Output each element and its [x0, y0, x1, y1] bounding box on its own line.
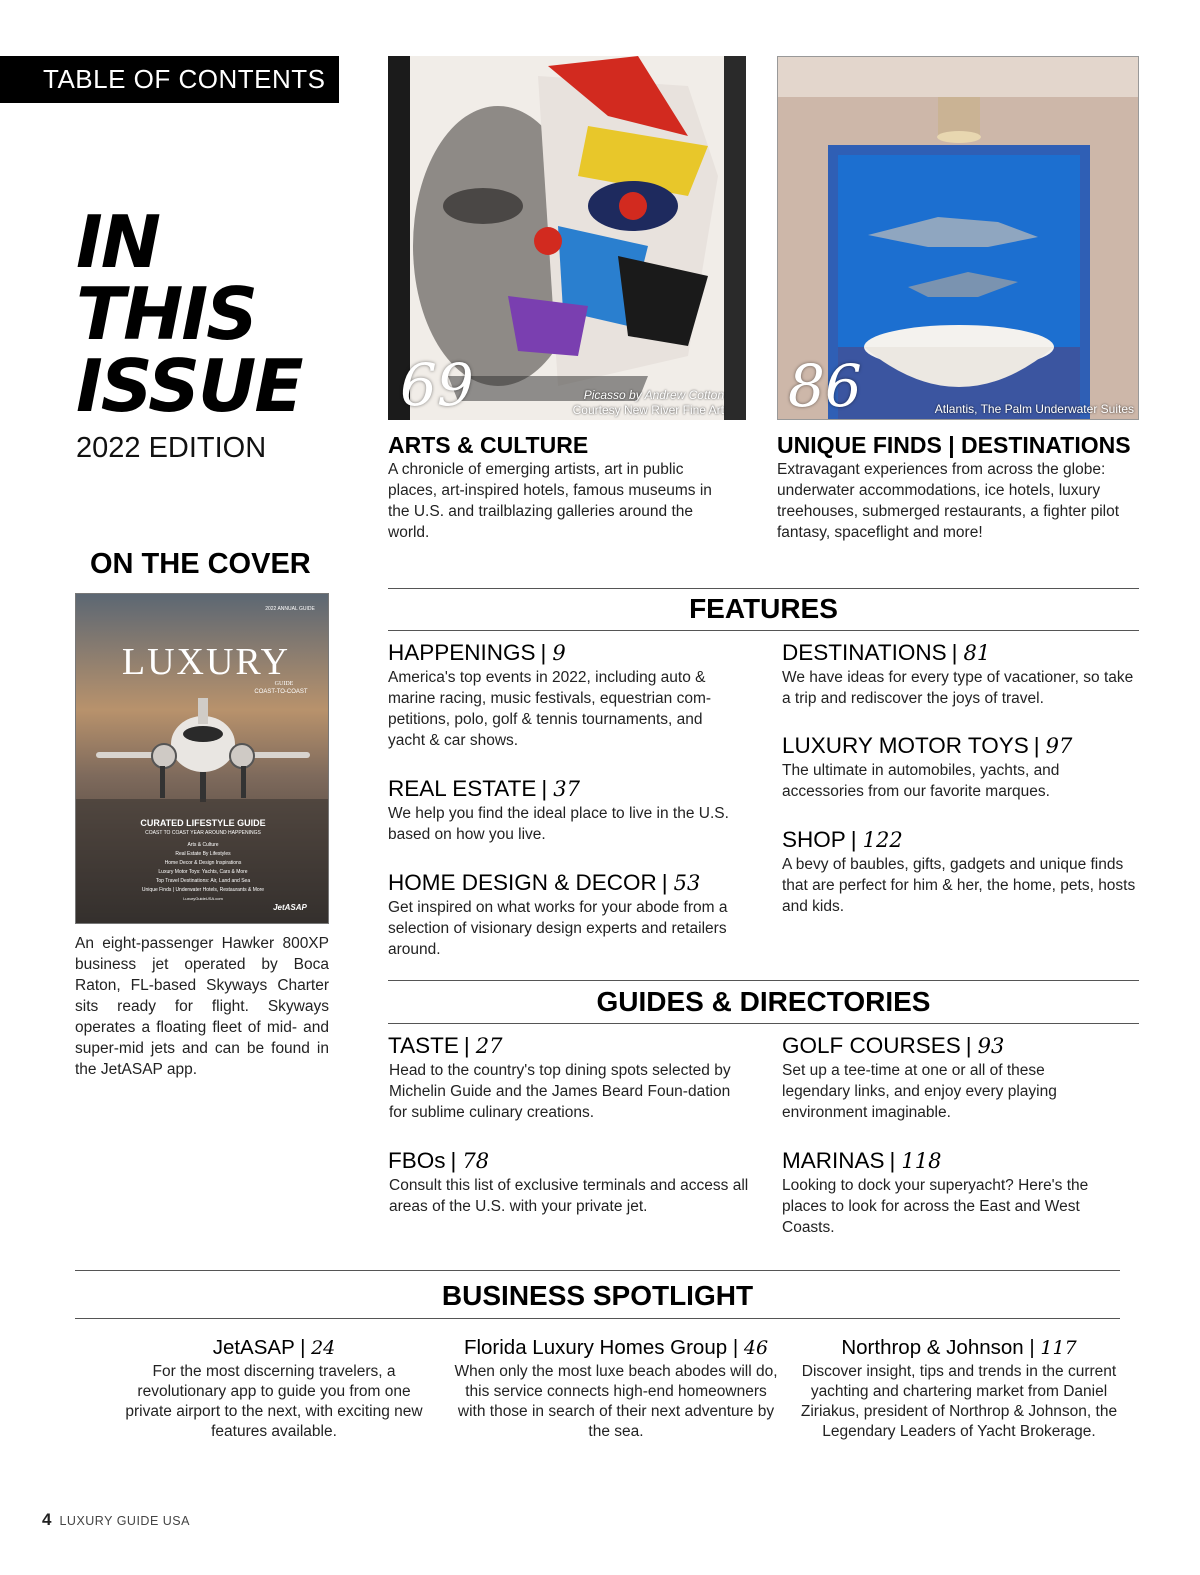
- toc-entry-title[interactable]: MARINAS | 118: [782, 1148, 942, 1173]
- toc-entry-title[interactable]: REAL ESTATE | 37: [388, 776, 580, 801]
- photo-credit: [573, 388, 724, 418]
- guides-heading: GUIDES & DIRECTORIES: [596, 986, 931, 1017]
- toc-entry-description: When only the most luxe beach abodes will do, this service connects high-end homeowners with those in search of their next adventure by the sea.: [454, 1363, 778, 1440]
- cover-tagline: CURATED LIFESTYLE GUIDE: [140, 818, 266, 828]
- toc-entry-title: Northrop & Johnson | 117: [841, 1336, 1077, 1359]
- page-footer: [42, 1510, 190, 1530]
- issue-title-line: THIS: [76, 272, 257, 356]
- entry-page: 93: [977, 1034, 1005, 1058]
- entry-name: GOLF COURSES: [782, 1033, 961, 1058]
- cover-caption: An eight-passenger Hawker 800XP business jet operated by Boca Raton, FL-based Skyways Charter sits ready for flight. Skyways operates a floating fleet of mid- and super-mid jets and can be found in the JetASAP app.: [75, 935, 329, 1078]
- divider: [75, 1318, 1120, 1319]
- cover-list-item: Unique Finds | Underwater Hotels, Restaurants & More: [141, 887, 265, 893]
- on-the-cover-heading: ON THE COVER: [90, 548, 311, 580]
- entry-name: JetASAP: [212, 1336, 295, 1359]
- entry-name: HOME DESIGN & DECOR: [388, 870, 657, 895]
- spotlight-entry[interactable]: [452, 1336, 780, 1442]
- entry-name: MARINAS: [782, 1148, 885, 1173]
- page-number: 69: [400, 351, 474, 419]
- toc-entry-title[interactable]: HOME DESIGN & DECOR | 53: [388, 870, 701, 895]
- toc-entry-title: Florida Luxury Homes Group | 46: [463, 1336, 769, 1359]
- toc-entry-description: For the most discerning travelers, a revolutionary app to guide you from one private airport to the next, with exciting new features available.: [125, 1363, 423, 1440]
- toc-entry-title[interactable]: DESTINATIONS | 81: [782, 640, 991, 665]
- toc-entry-description: Get inspired on what works for your abode from a selection of visionary design experts and retailers around.: [388, 899, 728, 958]
- issue-title-line: ISSUE: [76, 344, 302, 428]
- toc-entry-description: The ultimate in automobiles, yachts, and accessories from our favorite marques.: [782, 762, 1060, 800]
- entry-page: 122: [862, 828, 903, 852]
- entry-name: SHOP: [782, 827, 846, 852]
- entry-name: Florida Luxury Homes Group: [463, 1336, 728, 1359]
- photo-credit-line: Picasso by Andrew Cotton: [583, 388, 724, 402]
- entry-name: FBOs: [388, 1148, 446, 1173]
- entry-name: REAL ESTATE: [388, 776, 537, 801]
- cover-list-item: Luxury Motor Toys: Yachts, Cars & More: [158, 869, 248, 875]
- entry-page: 97: [1045, 734, 1073, 758]
- unique-finds-heading: UNIQUE FINDS | DESTINATIONS: [777, 432, 1131, 458]
- spotlight-entry[interactable]: [793, 1336, 1125, 1442]
- toc-entry-description: Head to the country's top dining spots selected by Michelin Guide and the James Beard Foun-dation for sublime culinary creations.: [389, 1062, 731, 1121]
- business-spotlight-heading: BUSINESS SPOTLIGHT: [441, 1280, 754, 1311]
- toc-entry-description: America's top events in 2022, including auto & marine racing, music festivals, equestrian com-petitions, polo, golf & tennis tournaments, and yacht & car shows.: [388, 669, 712, 749]
- toc-entry-description: A bevy of baubles, gifts, gadgets and unique finds that are perfect for him & her, the home, pets, hosts and kids.: [782, 856, 1136, 915]
- cover-brand-logo: JetASAP: [273, 903, 307, 912]
- divider: [388, 1023, 1139, 1024]
- unique-finds-photo: [777, 56, 1139, 420]
- cover-list-item: Arts & Culture: [187, 842, 219, 848]
- arts-culture-description: A chronicle of emerging artists, art in public places, art-inspired hotels, famous museums in the U.S. and trailblazing galleries around the world.: [388, 461, 712, 541]
- unique-finds-description: Extravagant experiences from across the globe: underwater accommodations, ice hotels, luxury treehouses, submerged restaurants, a fighter pilot fantasy, spaceflight and more!: [777, 461, 1120, 541]
- entry-page: 78: [462, 1149, 490, 1173]
- toc-entry-title[interactable]: LUXURY MOTOR TOYS | 97: [782, 733, 1073, 758]
- cover-image: [75, 593, 329, 924]
- cover-list-item: Home Decor & Design Inspirations: [164, 860, 242, 866]
- toc-entry-title[interactable]: HAPPENINGS | 9: [388, 640, 566, 665]
- arts-culture-photo: [388, 56, 746, 420]
- toc-entry-title[interactable]: GOLF COURSES | 93: [782, 1033, 1005, 1058]
- entry-page: 27: [475, 1034, 503, 1058]
- issue-title: [76, 200, 302, 428]
- photo-credit-line: Courtesy New River Fine Art: [572, 403, 724, 417]
- cover-tagline-sub: COAST TO COAST YEAR AROUND HAPPENINGS: [145, 830, 261, 836]
- entry-page: 81: [963, 641, 991, 665]
- entry-name: LUXURY MOTOR TOYS: [782, 733, 1029, 758]
- toc-entry-title[interactable]: SHOP | 122: [782, 827, 903, 852]
- footer-page-number: 4: [42, 1510, 52, 1529]
- entry-name: Northrop & Johnson: [841, 1336, 1024, 1359]
- cover-magazine-title: LUXURY: [121, 641, 291, 683]
- entry-page: 9: [552, 641, 566, 665]
- features-heading: FEATURES: [689, 593, 838, 624]
- footer-magazine-name: LUXURY GUIDE USA: [59, 1514, 190, 1528]
- divider: [388, 630, 1139, 631]
- table-of-contents-banner: TABLE OF CONTENTS: [0, 56, 339, 103]
- entry-page: 46: [743, 1337, 769, 1359]
- entry-name: HAPPENINGS: [388, 640, 536, 665]
- toc-entry-description: We help you find the ideal place to live in the U.S. based on how you live.: [388, 805, 729, 843]
- entry-name: TASTE: [388, 1033, 459, 1058]
- entry-page: 118: [901, 1149, 942, 1173]
- toc-entry-description: Set up a tee-time at one or all of these legendary links, and enjoy every playing environment imaginable.: [782, 1062, 1057, 1121]
- cover-list-item: Real Estate By Lifestyles: [175, 851, 231, 857]
- divider: [388, 588, 1139, 589]
- entry-page: 37: [553, 777, 580, 801]
- cover-illustration: [76, 594, 329, 924]
- photo-credit: Atlantis, The Palm Underwater Suites: [934, 402, 1134, 416]
- arts-culture-heading: ARTS & CULTURE: [388, 432, 589, 458]
- toc-entry-description: Consult this list of exclusive terminals and access all areas of the U.S. with your private jet.: [389, 1177, 749, 1215]
- entry-page: 117: [1040, 1337, 1077, 1359]
- entry-name: DESTINATIONS: [782, 640, 947, 665]
- toc-entry-description: We have ideas for every type of vacationer, so take a trip and rediscover the joys of travel.: [782, 669, 1134, 707]
- toc-entry-title: JetASAP | 24: [212, 1336, 336, 1359]
- toc-entry-title[interactable]: TASTE | 27: [388, 1033, 503, 1058]
- cover-magazine-subtitle: COAST-TO-COAST: [254, 689, 308, 695]
- entry-page: 53: [673, 871, 701, 895]
- issue-title-line: IN: [76, 200, 160, 284]
- toc-entry-title[interactable]: FBOs | 78: [388, 1148, 490, 1173]
- divider: [388, 980, 1139, 981]
- spotlight-entry[interactable]: [118, 1336, 430, 1442]
- edition-label: 2022 EDITION: [76, 432, 267, 464]
- entry-page: 24: [311, 1337, 336, 1359]
- page-number: 86: [788, 352, 862, 420]
- cover-annual-label: 2022 ANNUAL GUIDE: [265, 606, 315, 612]
- cover-list-item: Top Travel Destinations: Air, Land and Sea: [155, 878, 251, 884]
- divider: [75, 1270, 1120, 1271]
- toc-entry-description: Discover insight, tips and trends in the current yachting and chartering market from Daniel Ziriakus, president of Northrop & Johnson, the Legendary Leaders of Yacht Brokerage.: [800, 1363, 1118, 1440]
- toc-entry-description: Looking to dock your superyacht? Here's the places to look for across the East and West Coasts.: [782, 1177, 1089, 1236]
- cover-magazine-subtitle: GUIDE: [274, 681, 294, 687]
- cover-url: LuxuryGuideUSA.com: [183, 896, 223, 901]
